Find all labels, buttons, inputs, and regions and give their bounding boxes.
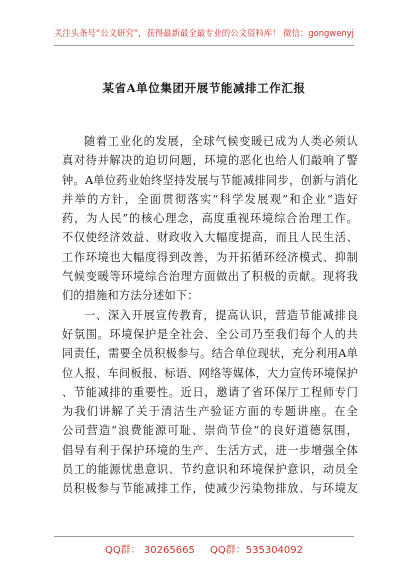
body-line: 钟。A单位药业始终坚持发展与节能减排同步，创新与消化 xyxy=(62,173,358,187)
footer-contact xyxy=(0,541,408,556)
body-line: 员积极参与节能减排工作，使减少污染物排放、与环境友 xyxy=(62,482,358,496)
body-line: 真对待并解决的迫切问题，环境的恶化也给人们敲响了警 xyxy=(62,154,358,168)
header-promo-note: 关注头条号“公文研究”，获得最新最全最专业的公文资料库！ 微信：gongwenyj xyxy=(54,28,354,38)
footer-qq-group-2: QQ群：535304092 xyxy=(210,545,304,556)
body-line: 、节能减排的重要性。近日，邀请了省环保厅工程师专门 xyxy=(62,385,358,399)
body-line: 一、深入开展宣传教育，提高认识，营造节能减排良 xyxy=(84,308,358,322)
body-line: 药，为人民”的核心理念，高度重视环境综合治理工作。 xyxy=(62,212,358,226)
body-line: 并举的方针，全面贯彻落实“科学发展观”和企业“造好 xyxy=(62,192,358,206)
body-line: 为我们讲解了关于清洁生产验证方面的专题讲座。在全 xyxy=(62,405,358,419)
body-line: 员工的能源忧患意识、节约意识和环境保护意识，动员全 xyxy=(62,463,358,477)
body-line: 不仅使经济效益、财政收入大幅度提高，而且人民生活、 xyxy=(62,231,358,245)
document-title: 某省A单位集团开展节能减排工作汇报 xyxy=(102,81,306,95)
body-line: 位人报、车间板报、标语、网络等媒体，大力宣传环境保护 xyxy=(62,366,359,380)
footer-qq-group-1: QQ群： 30265665 xyxy=(104,545,195,556)
body-line: 们的措施和方法分述如下： xyxy=(62,289,199,303)
footer-divider xyxy=(54,536,354,537)
document-body xyxy=(62,132,358,499)
body-line: 同责任，需要全员积极参与。结合单位现状，充分利用A单 xyxy=(62,347,358,361)
body-line: 好氛围。环境保护是全社会、全公司乃至我们每个人的共 xyxy=(62,327,358,341)
body-line: 工作环境也大幅度得到改善，为开拓循环经济模式、抑制 xyxy=(62,250,358,264)
body-line: 气候变暖等环境综合治理方面做出了积极的贡献。现将我 xyxy=(62,270,358,284)
body-line: 公司营造“浪费能源可耻、崇尚节俭”的良好道德氛围， xyxy=(62,424,358,438)
body-line: 随着工业化的发展，全球气候变暖已成为人类必须认 xyxy=(84,135,358,148)
body-line: 倡导有利于保护环境的生产、生活方式，进一步增强全体 xyxy=(62,443,358,457)
header-divider xyxy=(54,45,354,46)
